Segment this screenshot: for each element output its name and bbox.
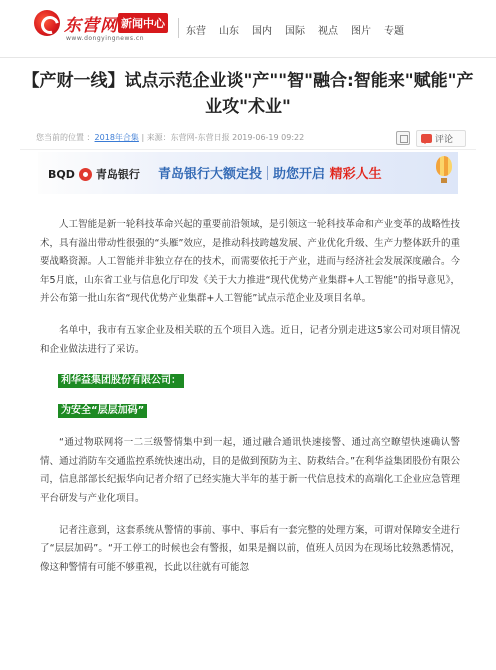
hot-air-balloon-icon <box>436 156 452 176</box>
bank-prefix: BQD <box>48 167 75 181</box>
comment-icon <box>421 134 432 143</box>
comment-label: 评论 <box>435 135 454 145</box>
article-body <box>40 216 460 590</box>
nav-item-international[interactable]: 国际 <box>285 26 305 37</box>
news-center-badge: 新闻中心 <box>118 13 168 33</box>
banner-slogan <box>158 163 382 182</box>
article-meta <box>36 132 304 143</box>
logo-mark-icon <box>34 10 60 36</box>
banner-slogan-part3: 精彩人生 <box>329 167 382 182</box>
nav-item-dongying[interactable]: 东营 <box>186 26 206 37</box>
source-and-date: | 来源：东营网-东营日报 2019-06-19 09:22 <box>138 133 305 142</box>
share-icon[interactable] <box>396 131 410 145</box>
main-nav <box>186 22 404 37</box>
comment-button[interactable] <box>416 130 466 147</box>
nav-item-shandong[interactable]: 山东 <box>219 26 239 37</box>
nav-item-topics[interactable]: 专题 <box>384 26 404 37</box>
banner-separator <box>267 166 268 180</box>
nav-divider <box>178 18 179 38</box>
bank-logo-icon <box>79 168 92 181</box>
bank-ad-banner[interactable] <box>38 152 458 194</box>
site-header <box>0 0 496 58</box>
article-paragraph: 名单中，我市有五家企业及相关联的五个项目入选。近日，记者分别走进这5家公司对项目情况和企业做法进行了采访。 <box>40 324 460 355</box>
bank-name: 青岛银行 <box>95 168 140 181</box>
breadcrumb-prefix: 您当前的位置 ： <box>36 133 95 142</box>
nav-item-pictures[interactable]: 图片 <box>351 26 371 37</box>
article-meta-bar <box>20 128 476 150</box>
site-name: 东营网 <box>64 16 118 36</box>
article-title: 【产财一线】试点示范企业谈"产""智"融合:智能来"赋能"产业攻"术业" <box>22 71 474 117</box>
banner-slogan-part2: 助您开启 <box>273 167 326 182</box>
site-logo[interactable] <box>34 8 174 48</box>
company-heading: 利华益集团股份有限公司： <box>58 374 184 388</box>
article-paragraph: 人工智能是新一轮科技革命兴起的重要前沿领域，是引领这一轮科技革命和产业变革的战略性技术，具有溢出带动性很强的“头雁”效应，是推动科技跨越发展、产业优化升级、生产力整体跃升的重要战略资源。人工智能并非独立存在的技术，而需要依托于产业，进而与经济社会发展深度融合。今年5月底，山东省工业与信息化厅印发《关于大力推进“现代优势产业集群+人工智能”的指导意见》，并公布第一批山东省“现代优势产业集群+人工智能”试点示范企业及项目名单。 <box>40 219 460 305</box>
special-collection-link[interactable]: 2018年合集 <box>94 133 139 142</box>
site-url: www.dongyingnews.cn <box>66 35 145 42</box>
article-paragraph: “通过物联网将一二三级警情集中到一起，通过融合通讯快速接警、通过高空瞭望快速确认警情、通过消防车交通监控系统快速出动，目的是做到预防为主、防救结合。”在利华益集团股份有限公司，信息部部长纪振华向记者介绍了已经实施大半年的基于新一代信息技术的高端化工企业应急管理平台研发与产业化项目。 <box>40 437 460 504</box>
nav-item-domestic[interactable]: 国内 <box>252 26 272 37</box>
nav-item-viewpoint[interactable]: 视点 <box>318 26 338 37</box>
banner-slogan-part1: 青岛银行大额定投 <box>158 167 263 182</box>
article-paragraph: 记者注意到，这套系统从警情的事前、事中、事后有一套完整的处理方案，可谓对保障安全进行了“层层加码”。“开工停工的时候也会有警报，如果是搁以前，值班人员因为在现场比较熟悉情况，像这种警情有可能不够重视，长此以往就有可能忽 <box>40 524 460 573</box>
section-subheading: 为安全“层层加码” <box>58 404 147 418</box>
bank-logo <box>48 166 140 182</box>
